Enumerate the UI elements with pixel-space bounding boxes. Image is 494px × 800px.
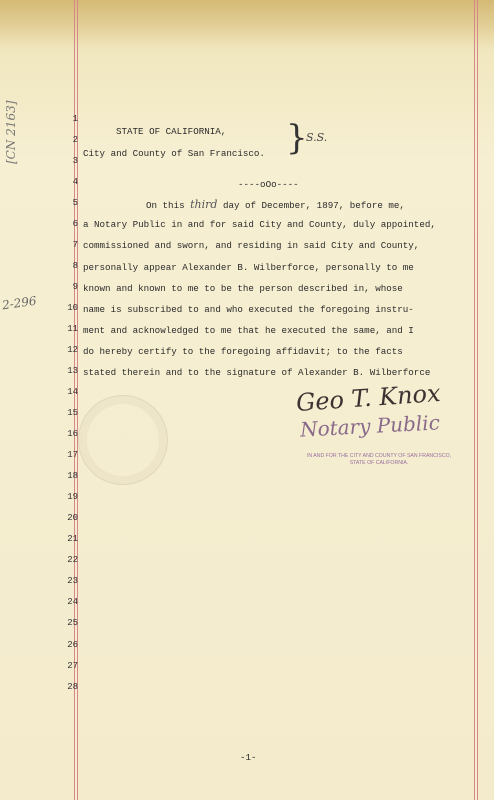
body-line-1-post: day of December, 1897, before me, <box>217 200 405 211</box>
line-number: 10 <box>67 303 78 313</box>
line-number: 5 <box>72 198 78 208</box>
body-line-1-pre: On this <box>146 200 191 211</box>
line-number: 25 <box>67 618 78 628</box>
line-number: 4 <box>72 177 78 187</box>
line-number: 8 <box>72 261 78 271</box>
body-line-2: a Notary Public in and for said City and County, duly appointed, <box>83 219 436 230</box>
margin-line-right-1 <box>474 0 475 800</box>
page-number: -1- <box>240 752 257 763</box>
notary-stamp <box>284 453 474 467</box>
line-number: 23 <box>67 576 78 586</box>
notary-signature: Geo T. Knox <box>295 378 442 418</box>
caption-ss: S.S. <box>306 131 328 144</box>
embossed-seal <box>78 395 168 485</box>
line-number: 2 <box>72 135 78 145</box>
line-number: 13 <box>67 366 78 376</box>
caption-county: City and County of San Francisco. <box>83 148 265 159</box>
line-number: 7 <box>72 240 78 250</box>
line-number: 17 <box>67 450 78 460</box>
line-number: 3 <box>72 156 78 166</box>
line-number: 20 <box>67 513 78 523</box>
line-number: 14 <box>67 387 78 397</box>
line-number: 9 <box>72 282 78 292</box>
separator: ----oOo---- <box>238 179 299 190</box>
line-number: 15 <box>67 408 78 418</box>
margin-line-right-2 <box>477 0 478 800</box>
line-number: 28 <box>67 682 78 692</box>
line-number: 22 <box>67 555 78 565</box>
line-number: 12 <box>67 345 78 355</box>
side-reference-note: 2-296 <box>1 293 38 313</box>
line-number: 11 <box>67 324 78 334</box>
margin-file-note: [CN 2163] <box>4 100 18 164</box>
body-line-6: name is subscribed to and who executed the foregoing instru- <box>83 304 414 315</box>
caption-brace: } <box>286 118 308 158</box>
line-number: 24 <box>67 597 78 607</box>
line-number: 27 <box>67 661 78 671</box>
line-number: 26 <box>67 640 78 650</box>
body-date-handwritten: third <box>190 198 218 211</box>
line-number: 18 <box>67 471 78 481</box>
caption-state: STATE OF CALIFORNIA, <box>116 126 227 137</box>
line-number: 16 <box>67 429 78 439</box>
line-number: 1 <box>72 114 78 124</box>
body-line-3: commissioned and sworn, and residing in said City and County, <box>83 240 420 251</box>
body-line-8: do hereby certify to the foregoing affidavit; to the facts <box>83 346 403 357</box>
line-number: 6 <box>72 219 78 229</box>
line-number: 19 <box>67 492 78 502</box>
body-line-4: personally appear Alexander B. Wilberforce, personally to me <box>83 262 414 273</box>
stamp-line-2: STATE OF CALIFORNIA. <box>349 460 409 466</box>
notary-title-handwritten: Notary Public <box>299 410 441 442</box>
body-line-9: stated therein and to the signature of Alexander B. Wilberforce <box>83 367 431 378</box>
line-number: 21 <box>67 534 78 544</box>
stamp-line-1: IN AND FOR THE CITY AND COUNTY OF SAN FRANCISCO, <box>306 453 452 459</box>
body-line-7: ment and acknowledged to me that he executed the same, and I <box>83 325 414 336</box>
body-line-1 <box>146 198 405 211</box>
body-line-5: known and known to me to be the person described in, whose <box>83 283 403 294</box>
